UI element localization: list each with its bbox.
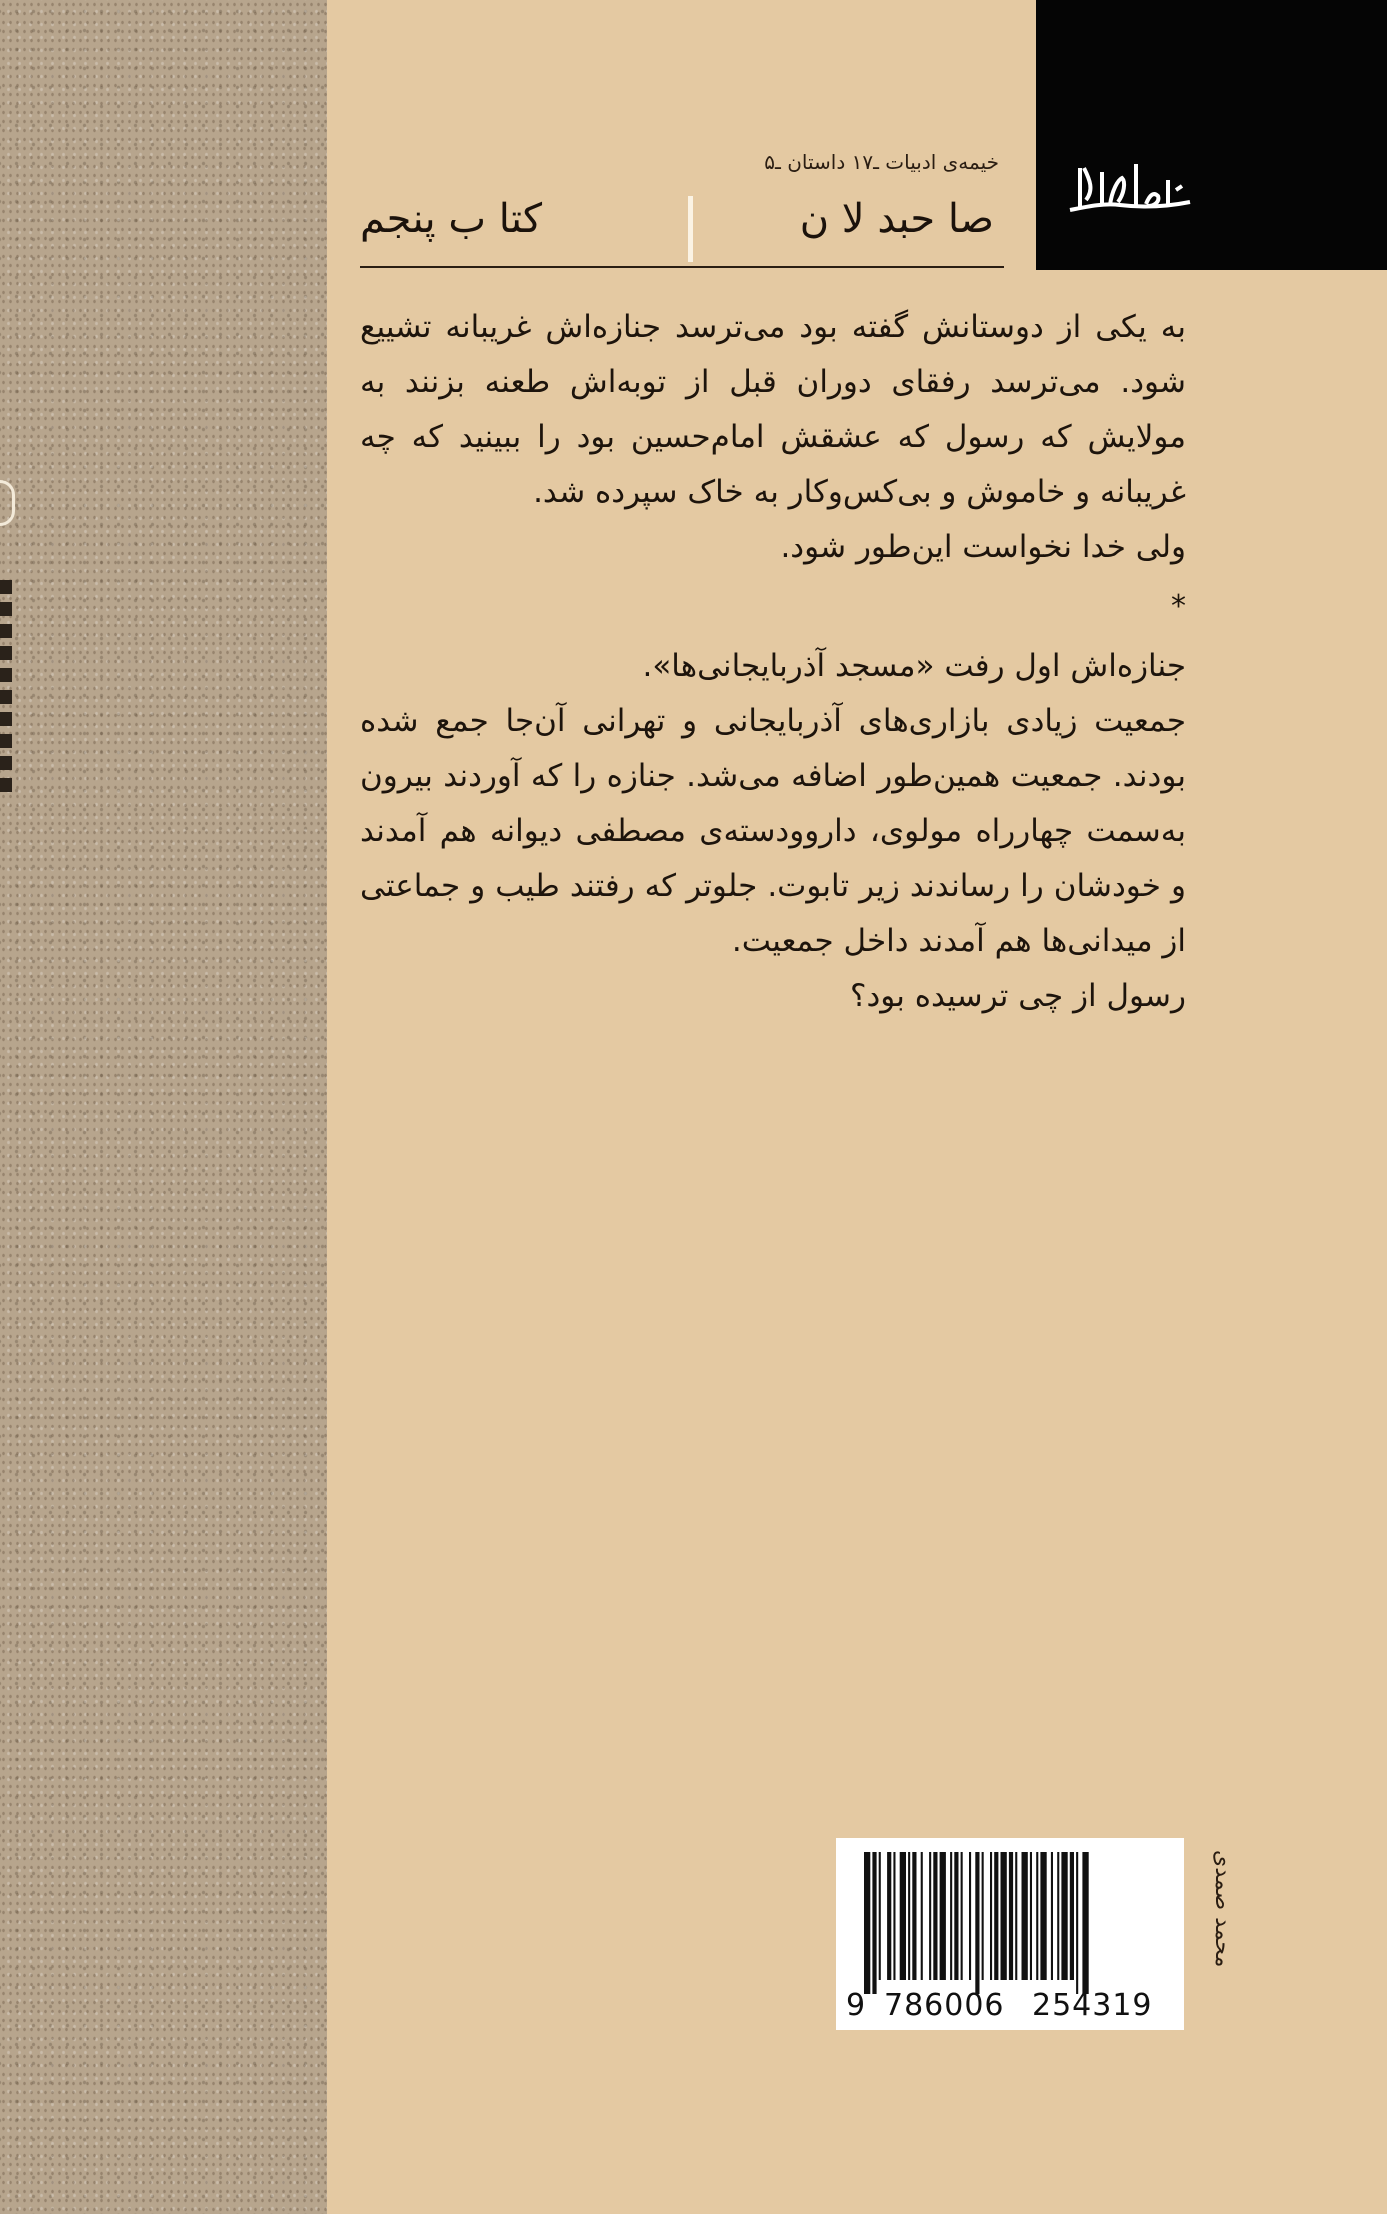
barcode-right-group: 254319	[1032, 1988, 1153, 2023]
paragraph-3: جنازه‌اش اول رفت «مسجد آذربایجانی‌ها».	[642, 648, 1186, 684]
spine-mark	[0, 480, 15, 526]
barcode-bar	[893, 1852, 895, 1980]
barcode-bar	[982, 1852, 984, 1980]
barcode-left-group: 786006	[884, 1988, 1005, 2023]
barcode-bar	[990, 1852, 992, 1980]
barcode-bar	[975, 1852, 979, 1994]
header-row	[360, 196, 1004, 268]
paragraph-4: جمعیت زیادی بازاری‌های آذربایجانی و تهرانی آن‌جا جمع شده بودند. جمعیت همین‌طور اضافه می‌شد. جنازه را که آوردند بیرون به‌سمت چهارراه مولوی، داروودسته‌ی مصطفی دیوانه هم آمدند و خودشان را رساندند زیر تابوت. جلوتر که رفتند طیب و جماعتی از میدانی‌ها هم آمدند داخل جمعیت.	[360, 703, 1186, 959]
barcode-bar	[908, 1852, 910, 1980]
paragraph-5: رسول از چی ترسیده بود؟	[850, 978, 1186, 1014]
barcode-bar	[900, 1852, 906, 1980]
barcode-bar	[1009, 1852, 1013, 1980]
barcode-bar	[940, 1852, 946, 1980]
barcode-digits	[836, 1988, 1184, 2028]
barcode-bar	[1001, 1852, 1007, 1980]
vertical-credit: محمد صمدی	[1210, 1850, 1235, 1968]
spine-texture	[0, 0, 327, 2214]
barcode-bar	[1076, 1852, 1078, 1994]
back-cover-text	[360, 300, 1186, 1024]
barcode-first-digit: 9	[846, 1988, 866, 2023]
barcode-bar	[1022, 1852, 1028, 1980]
barcode-bar	[929, 1852, 931, 1980]
publisher-name: کتا ب پنجم	[360, 196, 543, 242]
barcode-bar	[912, 1852, 916, 1980]
author-name: صا حبد لا ن	[799, 196, 994, 242]
barcode-bar	[864, 1852, 870, 1994]
spine-title-fragment	[0, 580, 12, 800]
barcode-bar	[921, 1852, 923, 1980]
barcode-bar	[1082, 1852, 1088, 1994]
header-divider	[688, 196, 693, 262]
paragraph-2: ولی خدا نخواست این‌طور شود.	[780, 529, 1186, 565]
barcode-bar	[1061, 1852, 1067, 1980]
barcode-bar	[961, 1852, 963, 1980]
barcode-bar	[887, 1852, 891, 1980]
barcode-bar	[1057, 1852, 1059, 1980]
series-info: خیمه‌ی ادبیات ـ۱۷ داستان ـ۵	[764, 150, 999, 174]
barcode-bar	[872, 1852, 876, 1994]
barcode-bar	[879, 1852, 881, 1980]
paragraph-1: به یکی از دوستانش گفته بود می‌ترسد جنازه‌اش غریبانه تشییع شود. می‌ترسد رفقای دوران قبل از توبه‌اش طعنه بزنند به مولایش که رسول که عشقش امام‌حسین بود را ببینید که چه غریبانه و خاموش و بی‌کس‌وکار به خاک سپرده شد.	[360, 309, 1186, 510]
barcode-bar	[1051, 1852, 1053, 1980]
publisher-logo-icon	[1050, 150, 1200, 230]
barcode-bar	[1070, 1852, 1074, 1980]
barcode-bar	[954, 1852, 958, 1980]
barcode-bar	[1040, 1852, 1046, 1980]
section-separator: *	[1171, 589, 1186, 624]
barcode-bar	[1036, 1852, 1038, 1980]
barcode-bar	[933, 1852, 937, 1980]
barcode-bar	[950, 1852, 952, 1980]
barcode-bar	[969, 1852, 971, 1980]
barcode-bar	[1030, 1852, 1032, 1980]
isbn-barcode	[836, 1838, 1184, 2030]
barcode-bar	[1015, 1852, 1017, 1980]
barcode-bar	[994, 1852, 998, 1980]
